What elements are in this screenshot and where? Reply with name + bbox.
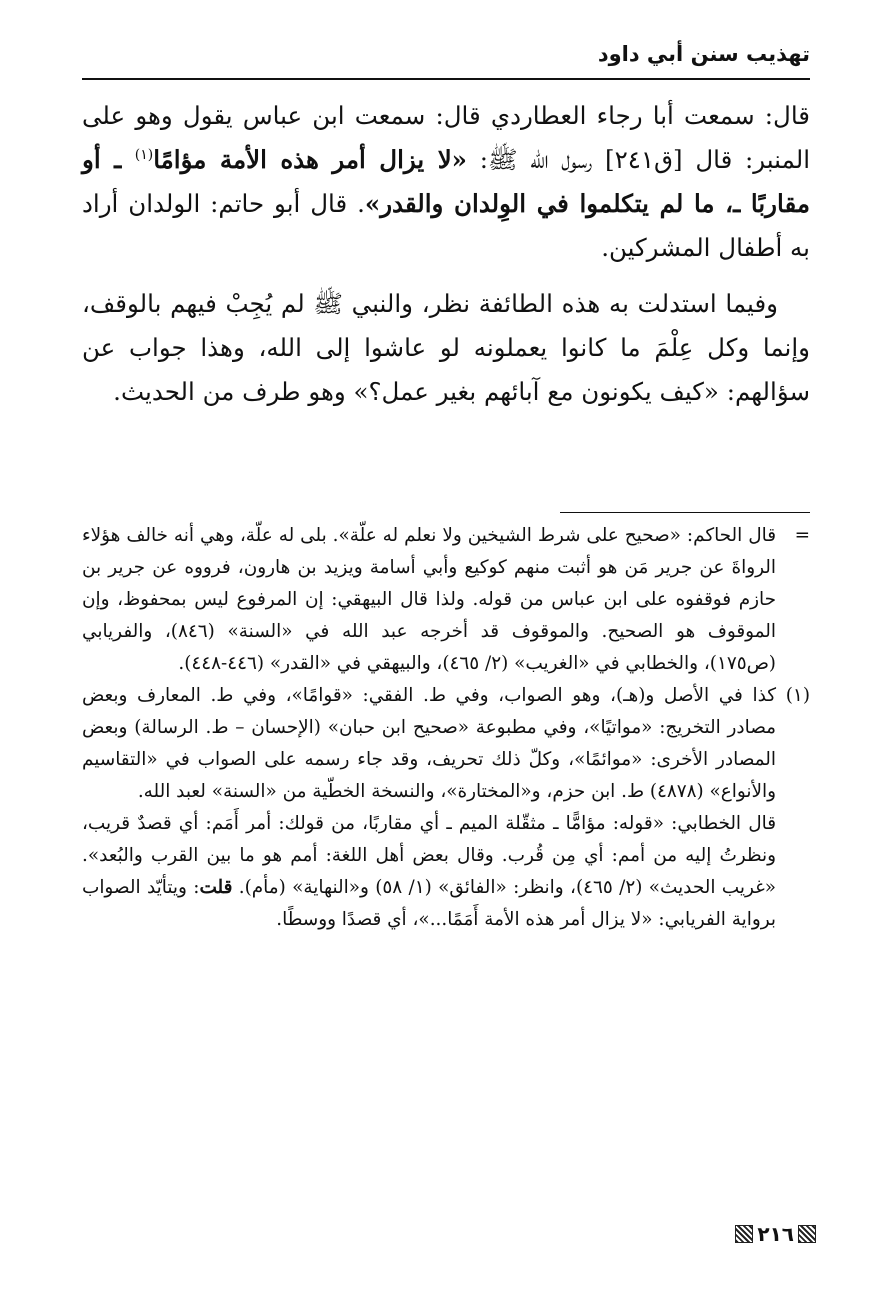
page-number [735, 1222, 816, 1246]
paragraph1-intro: قال: سمعت أبا رجاء العطاردي قال: سمعت ابن عباس يقول وهو على المنبر: قال [ق٢٤١] رسول الله ﷺ: [82, 101, 811, 174]
footnote-1 [82, 680, 810, 808]
ornament-icon [798, 1225, 816, 1243]
qultu-label: قلت [199, 877, 233, 898]
footnote-1-marker: (١) [785, 685, 810, 706]
footnote-1-continued [82, 808, 810, 936]
running-title: تهذيب سنن أبي داود [597, 42, 810, 66]
continuation-text: قال الحاكم: «صحيح على شرط الشيخين ولا نعلم له علّة». بلى له علّة، وهي أنه خالف هؤلاء الرواةَ عن جرير مَن هو أثبت منهم كوكيع وأبي أسامة ويزيد بن هارون، فرووه عن جرير بن حازم فوقفوه على ابن عباس من قوله. ولذا قال البيهقي: إن المرفوع ليس بمحفوظ، وإن الموقوف هو الصحيح. والموقوف قد أخرجه عبد الله في «السنة» (٨٤٦)، والفريابي (ص١٧٥)، والخطابي في «الغريب» (٢/ ٤٦٥)، والبيهقي في «القدر» (٤٤٦-٤٤٨). [82, 525, 777, 674]
paragraph1-outro: . قال أبو حاتم: الولدان أراد به أطفال المشركين. [82, 189, 810, 262]
footnote-separator [560, 512, 810, 513]
qultu-text: : ويتأيّد الصواب برواية الفريابي: «لا يزال أمر هذه الأمة أَمَمًا...»، أي قصدًا ووسطًا. [82, 877, 776, 930]
main-text [82, 94, 810, 426]
hadith-quote-part1: «لا يزال أمر هذه الأمة مؤامًا [153, 145, 467, 174]
footnote-1-text-2 [82, 808, 776, 936]
main-paragraph-2: وفيما استدلت به هذه الطائفة نظر، والنبي ﷺ لم يُجِبْ فيهم بالوقف، وإنما وكل عِلْمَ ما كانوا يعملونه لو عاشوا إلى الله، وهذا جواب عن سؤالهم: «كيف يكونون مع آبائهم بغير عمل؟» وهو طرف من الحديث. [82, 289, 810, 406]
page-number-text: ٢١٦ [757, 1222, 794, 1246]
continuation-marker: = [794, 525, 810, 546]
khattabi-quote: قال الخطابي: «قوله: مؤامًّا ـ مثقّلة الميم ـ أي مقاربًا، من قولك: أمر أَمَم: أي قصدٌ قريب، ونظرتُ إليه من أمم: أي مِن قُرب. وقال بعض أهل اللغة: أمم هو ما بين القرب والبُعد». «غريب الحديث» (٢/ ٤٦٥)، وانظر: «الفائق» (١/ ٥٨) و«النهاية» (مأم). [82, 813, 776, 898]
footnote-continuation [82, 520, 810, 680]
header-rule [82, 78, 810, 80]
footnote-1-text: كذا في الأصل و(هـ)، وهو الصواب، وفي ط. الفقي: «قوامًا»، وفي ط. المعارف وبعض مصادر التخريج: «مواتيًا»، وفي مطبوعة «صحيح ابن حبان» (الإحسان – ط. الرسالة) وبعض المصادر الأخرى: «موائمًا»، وكلّ ذلك تحريف، وقد جاء رسمه على الصواب في «التقاسيم والأنواع» (٤٨٧٨) ط. ابن حزم، و«المختارة»، والنسخة الخطّية من «السنة» لعبد الله. [82, 685, 776, 802]
hadith-quote-part2: ـ أو مقاربًا ـ، ما لم يتكلموا في الوِلدان والقدر» [82, 145, 810, 218]
footnotes [82, 520, 810, 936]
main-paragraph-1 [82, 94, 810, 270]
ornament-icon [735, 1225, 753, 1243]
footnote-ref-1[interactable]: (١) [134, 146, 154, 163]
